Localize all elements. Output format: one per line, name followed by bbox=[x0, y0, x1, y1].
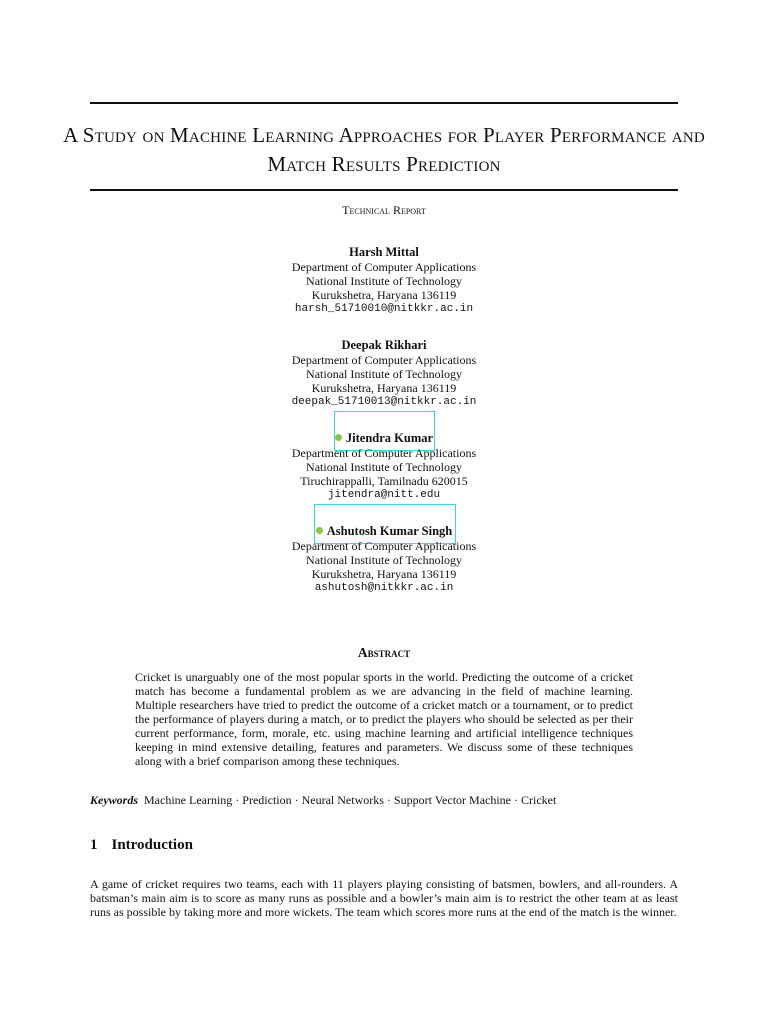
author-institute: National Institute of Technology bbox=[306, 553, 462, 567]
author-name: Ashutosh Kumar Singh bbox=[326, 524, 453, 538]
author-location: Kurukshetra, Haryana 136119 bbox=[311, 381, 457, 395]
author-institute: National Institute of Technology bbox=[306, 460, 462, 474]
author-department: Department of Computer Applications bbox=[291, 446, 477, 460]
author-block bbox=[184, 524, 584, 595]
keywords-label: Keywords bbox=[90, 793, 138, 807]
section-number: 1 bbox=[90, 837, 98, 853]
section-title: Introduction bbox=[111, 837, 193, 853]
author-department: Department of Computer Applications bbox=[291, 353, 477, 367]
author-email[interactable]: harsh_51710010@nitkkr.ac.in bbox=[294, 303, 474, 315]
report-type: Technical Report bbox=[342, 203, 426, 217]
author-email[interactable]: jitendra@nitt.edu bbox=[327, 489, 441, 501]
top-rule bbox=[90, 102, 678, 104]
author-name: Harsh Mittal bbox=[349, 245, 419, 259]
introduction-text: A game of cricket requires two teams, each with 11 players playing consisting of batsmen, bowlers, and all-rounders. A batsman’s main aim is to score as many runs as possible and a bowler’s main aim is to restrict the other team at as least runs as possible by taking more and more wickets. The team which scores more runs at the end of the match is the winner. bbox=[90, 877, 678, 920]
author-name: Deepak Rikhari bbox=[341, 338, 427, 352]
abstract-heading: Abstract bbox=[357, 645, 411, 660]
keywords-text: Machine Learning · Prediction · Neural Networks · Support Vector Machine · Cricket bbox=[144, 793, 557, 807]
author-block bbox=[184, 431, 584, 502]
author-block bbox=[184, 338, 584, 409]
author-name: Jitendra Kumar bbox=[345, 431, 434, 445]
author-location: Kurukshetra, Haryana 136119 bbox=[311, 288, 457, 302]
author-email[interactable]: ashutosh@nitkkr.ac.in bbox=[314, 582, 454, 594]
section-heading bbox=[90, 837, 193, 854]
author-institute: National Institute of Technology bbox=[306, 367, 462, 381]
paper-title: A Study on Machine Learning Approaches for Player Performance and Match Results Prediction bbox=[63, 123, 705, 176]
author-institute: National Institute of Technology bbox=[306, 274, 462, 288]
author-name-link[interactable] bbox=[316, 524, 453, 538]
abstract-text: Cricket is unarguably one of the most popular sports in the world. Predicting the outcome of a cricket match has become a fundamental problem as we are advancing in the field of machine learning. Multiple researchers have tried to predict the outcome of a cricket match or a tournament, or to predict the performance of players during a match, or to predict the players who should be selected as per their current performance, form, morale, etc. using machine learning and artificial intelligence techniques keeping in mind extensive detailing, features and parameters. We discuss some of these techniques along with a brief comparison among these techniques. bbox=[135, 670, 633, 768]
author-name-link[interactable] bbox=[335, 431, 433, 445]
author-block bbox=[184, 245, 584, 316]
author-location: Tiruchirappalli, Tamilnadu 620015 bbox=[300, 474, 468, 488]
author-location: Kurukshetra, Haryana 136119 bbox=[311, 567, 457, 581]
orcid-icon[interactable] bbox=[316, 527, 323, 534]
keywords-line bbox=[90, 793, 690, 808]
author-department: Department of Computer Applications bbox=[291, 539, 477, 553]
author-department: Department of Computer Applications bbox=[291, 260, 477, 274]
author-email[interactable]: deepak_51710013@nitkkr.ac.in bbox=[291, 396, 477, 408]
orcid-icon[interactable] bbox=[335, 434, 342, 441]
title-bottom-rule bbox=[90, 189, 678, 191]
